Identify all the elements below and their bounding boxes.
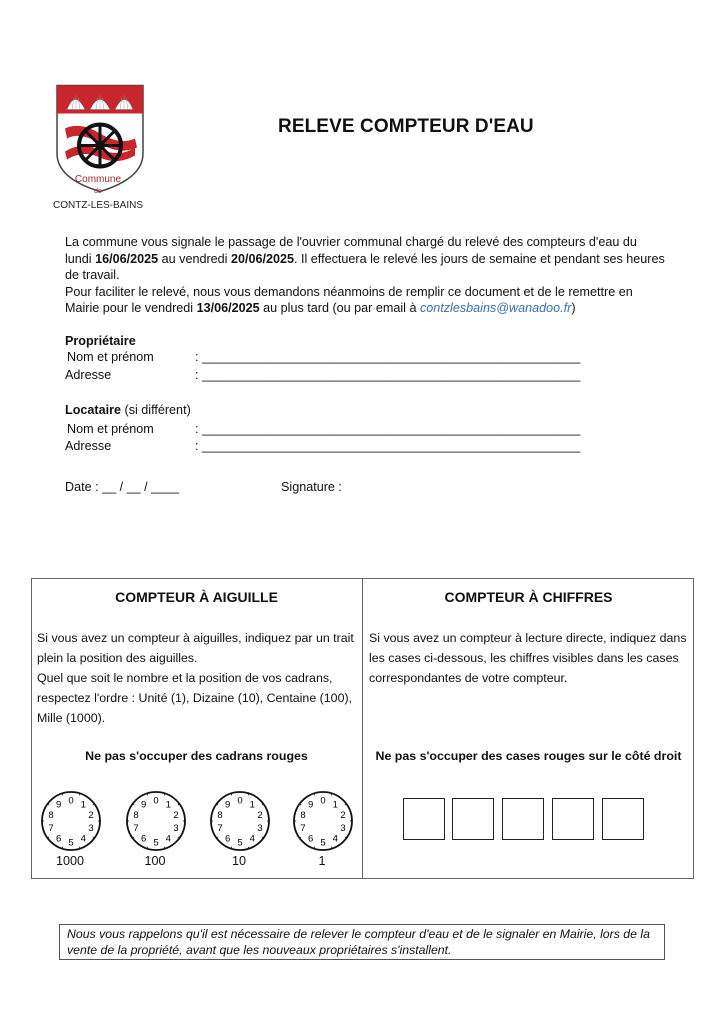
dial-digit: 5 (68, 837, 74, 849)
intro-text: au vendredi (158, 251, 231, 266)
dial-digit: 3 (340, 823, 346, 834)
dial-1000[interactable] (40, 790, 102, 852)
intro-text: . Il effectuera le relevé les jours de semaine et pendant ses heures de travail. (65, 251, 665, 283)
signature-field[interactable]: Signature : (281, 480, 342, 494)
dial-digit: 7 (300, 823, 306, 834)
date-end: 20/06/2025 (230, 251, 294, 266)
dial-10[interactable] (209, 790, 271, 852)
reminder-box: Nous vous rappelons qu'il est nécessaire de relever le compteur d'eau et de le signaler en Mairie, lors de la vente de la propriété, avant que les nouveaux propriétaires s'installent. (59, 924, 665, 960)
dial-digit: 9 (225, 799, 231, 811)
dial-digit: 0 (237, 795, 243, 807)
digit-meter-description: Si vous avez un compteur à lecture directe, indiquez dans les cases ci-dessous, les chiffres visibles dans les cases correspondantes de votre compteur. (369, 631, 687, 685)
tenant-title: Locataire (65, 403, 121, 417)
dial-label-1000: 1000 (55, 854, 85, 868)
needle-meter-note: Ne pas s'occuper des cadrans rouges (85, 749, 308, 763)
tenant-section-title (65, 403, 191, 417)
dial-label-100: 100 (144, 854, 166, 868)
needle-meter-description (37, 628, 357, 728)
dial-digit: 8 (48, 810, 54, 821)
dial-digit: 1 (80, 799, 86, 811)
meters-divider (362, 578, 363, 879)
digit-box[interactable] (552, 798, 594, 840)
dial-digit: 3 (257, 823, 263, 834)
owner-name-field[interactable]: : ______________________________________________________ (195, 350, 581, 364)
tenant-name-label: Nom et prénom (67, 422, 154, 436)
dial-digit: 6 (56, 833, 62, 845)
dial-digit: 1 (165, 799, 171, 811)
digit-box[interactable] (452, 798, 494, 840)
dial-digit: 4 (165, 833, 171, 845)
dial-digit: 7 (48, 823, 54, 834)
dial-digit: 6 (141, 833, 147, 845)
dial-1[interactable] (292, 790, 354, 852)
dial-digit: 0 (68, 795, 74, 807)
owner-section-title: Propriétaire (65, 334, 136, 348)
dial-digit: 8 (133, 810, 139, 821)
tenant-address-field[interactable]: : ______________________________________________________ (195, 439, 581, 453)
dial-label-1: 1 (318, 854, 326, 868)
digit-box[interactable] (502, 798, 544, 840)
dial-digit: 5 (237, 837, 243, 849)
owner-address-field[interactable]: : ______________________________________________________ (195, 368, 581, 382)
deadline-date: 13/06/2025 (196, 301, 260, 316)
dial-digit: 8 (300, 810, 306, 821)
tenant-address-label: Adresse (65, 439, 112, 453)
dial-digit: 1 (332, 799, 338, 811)
digit-box[interactable] (403, 798, 445, 840)
tenant-title-note: (si différent) (121, 403, 191, 417)
dial-digit: 6 (225, 833, 231, 845)
commune-name: CONTZ-LES-BAINS (52, 200, 143, 211)
intro-text: au plus tard (ou par email à (259, 301, 420, 316)
dial-digit: 9 (56, 799, 62, 811)
dial-digit: 4 (332, 833, 338, 845)
intro-text: La commune vous signale le passage de l'ouvrier communal chargé du relevé des compteurs d'eau du lundi (65, 235, 637, 266)
needle-meter-desc-1: Si vous avez un compteur à aiguilles, indiquez par un trait plein la position des aiguilles. (37, 631, 354, 665)
page-title: RELEVE COMPTEUR D'EAU (278, 116, 534, 137)
date-field[interactable]: Date : __ / __ / ____ (65, 480, 180, 494)
dial-100[interactable] (125, 790, 187, 852)
owner-address-label: Adresse (65, 368, 112, 382)
digit-box[interactable] (602, 798, 644, 840)
dial-digit: 2 (88, 810, 94, 821)
tenant-name-field[interactable]: : ______________________________________________________ (195, 422, 581, 436)
dial-digit: 6 (308, 833, 314, 845)
dial-digit: 5 (320, 837, 326, 849)
dial-digit: 4 (80, 833, 86, 845)
dial-digit: 0 (320, 795, 326, 807)
owner-name-label: Nom et prénom (67, 350, 154, 364)
digit-meter-title: COMPTEUR À CHIFFRES (444, 589, 613, 605)
email-link[interactable]: contzlesbains@wanadoo.fr (419, 301, 572, 316)
dial-digit: 7 (217, 823, 223, 834)
dial-digit: 3 (173, 823, 179, 834)
date-start: 16/06/2025 (95, 251, 159, 266)
commune-de: de (94, 188, 102, 195)
needle-meter-title: COMPTEUR À AIGUILLE (115, 589, 278, 605)
dial-label-10: 10 (231, 854, 246, 868)
dial-digit: 0 (153, 795, 159, 807)
digit-meter-note: Ne pas s'occuper des cases rouges sur le côté droit (375, 749, 682, 763)
dial-digit: 2 (257, 810, 263, 821)
dial-digit: 2 (340, 810, 346, 821)
dial-digit: 2 (173, 810, 179, 821)
needle-meter-desc-2: Quel que soit le nombre et la position de vos cadrans, respectez l'ordre : Unité (1), Dizaine (10), Centaine (100), Mille (1000). (37, 671, 353, 725)
dial-digit: 9 (141, 799, 147, 811)
dial-digit: 1 (249, 799, 255, 811)
dial-digit: 7 (133, 823, 139, 834)
intro-paragraph (65, 234, 665, 317)
dial-digit: 4 (249, 833, 255, 845)
intro-text: ) (571, 301, 576, 316)
commune-label: Commune (74, 174, 122, 185)
intro-text: Pour faciliter le relevé, nous vous demandons néanmoins de remplir ce document et de le remettre en Mairie pour le vendredi (65, 284, 633, 316)
dial-digit: 5 (153, 837, 159, 849)
dial-digit: 3 (88, 823, 94, 834)
dial-digit: 8 (217, 810, 223, 821)
dial-digit: 9 (308, 799, 314, 811)
